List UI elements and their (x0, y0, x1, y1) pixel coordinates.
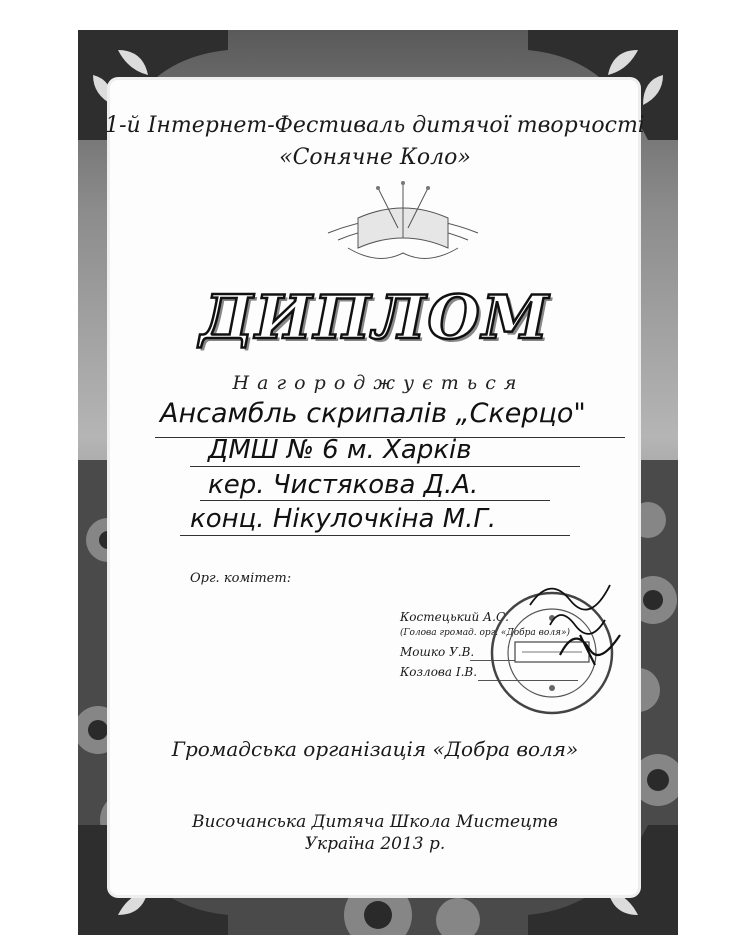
underline-2 (190, 466, 580, 467)
signatory-1-title: (Голова громад. орг. «Добра воля») (400, 628, 571, 638)
festival-title: 1-й Інтернет-Фестиваль дитячої творчості (105, 113, 645, 138)
recipient-line-4: конц. Нікулочкіна М.Г. (190, 504, 497, 534)
book-emblem-icon (318, 178, 488, 270)
signatory-3: Козлова І.В. (400, 665, 478, 679)
signature-scribble (520, 565, 630, 675)
signatory-1: Костецький А.С. (400, 610, 509, 624)
underline-3 (200, 500, 550, 501)
festival-name: «Сонячне Коло» (279, 145, 471, 170)
school-name: Височанська Дитяча Школа Мистецтв (192, 812, 558, 832)
committee-label: Орг. комітет: (190, 571, 292, 586)
recipient-line-1: Ансамбль скрипалів „Скерцо" (160, 398, 586, 429)
country-year: Україна 2013 р. (304, 834, 446, 854)
underline-4 (180, 535, 570, 536)
recipient-line-2: ДМШ № 6 м. Харків (208, 435, 472, 465)
diploma-title: ДИПЛОМ (199, 283, 551, 353)
organization-name: Громадська організація «Добра воля» (171, 737, 579, 761)
recipient-line-3: кер. Чистякова Д.А. (208, 470, 479, 500)
awarded-label: Н а г о р о д ж у є т ь с я (232, 372, 518, 394)
signatory-2: Мошко У.В. (400, 645, 475, 659)
